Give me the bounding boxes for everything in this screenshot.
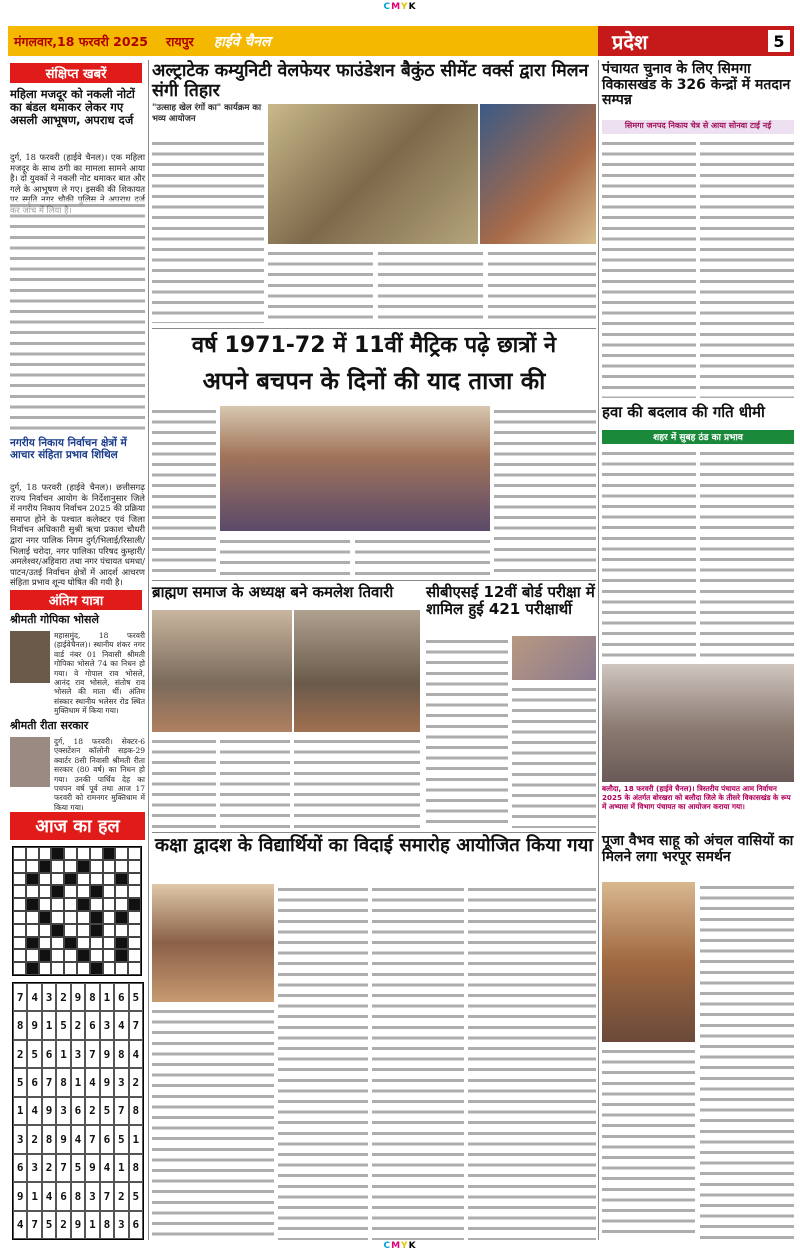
sudoku-cell: 4 [71,1125,85,1153]
cbse-headline: सीबीएसई 12वीं बोर्ड परीक्षा में शामिल हुई 421 परीक्षार्थी [426,583,595,618]
crossword-cell [39,873,52,886]
farewell-text-col1 [152,1006,274,1240]
crossword-cell [77,937,90,950]
sudoku-cell: 3 [114,1211,128,1239]
crossword-cell [115,885,128,898]
sudoku-cell: 5 [56,1011,70,1039]
story-divider [152,580,596,581]
sudoku-cell: 4 [100,1154,114,1182]
farewell-photo-1 [152,884,274,1002]
issue-city: रायपुर [165,33,194,49]
brief1-body: दुर्ग, 18 फरवरी (हाईवे चैनल)। एक महिला मजदूर के साथ ठगी का मामला सामने आया है। दो युवकों ने नकली नोट थमाकर बात और गले के आभूषण ले गए। इसकी की शिकायत [10,152,145,194]
crossword-grid [12,846,142,976]
sudoku-cell: 9 [100,1068,114,1096]
crossword-cell [77,911,90,924]
crossword-cell [51,873,64,886]
crossword-cell [90,911,103,924]
sudoku-cell: 6 [85,1011,99,1039]
right-story1-headline: पंचायत चुनाव के लिए सिमगा विकासखंड के 326 केन्द्रों में मतदान सम्पन्न [602,61,791,109]
sudoku-solution-grid [12,982,144,1240]
cmyk-marker-bottom: CMYK [383,1241,417,1251]
sudoku-cell: 4 [13,1211,27,1239]
column-divider [148,60,149,1240]
crossword-cell [90,860,103,873]
crossword-cell [115,860,128,873]
brief1-headline: महिला मजदूर को नकली नोटों का बंडल थमाकर लेकर गए असली आभूषण, अपराध दर्ज [10,87,135,127]
top-story-headline: अल्ट्राटेक कम्युनिटी वेलफेयर फाउंडेशन बैकुंठ सीमेंट वर्क्स द्वारा मिलन संगी तिहार [152,61,589,101]
obituary1-body: महासमुंद, 18 फरवरी (हाईवेचैनल)। स्थानीय शंकर नगर वार्ड नंबर 01 निवासी श्रीमती गोपिका भोसले 74 का निधन हो गया। वे गोपाल राव भोसले, आनंद राव भोसले, संतोष राव भोसले की माता थीं। अंतिम संस्कार स्थानीय भलेसर रोड स्थित मुक्तिधाम में किया गया। [54,631,145,716]
crossword-cell [90,924,103,937]
brahman-photo-1 [152,610,292,732]
crossword-cell [64,847,77,860]
crossword-cell [26,885,39,898]
crossword-cell [90,873,103,886]
sudoku-cell: 1 [13,1097,27,1125]
crossword-cell [103,885,116,898]
sudoku-cell: 5 [42,1211,56,1239]
crossword-cell [51,962,64,975]
top-story-quote: "उत्साह खेल रंगों का" कार्यक्रम का भव्य आयोजन [152,103,262,124]
crossword-cell [103,911,116,924]
sudoku-cell: 5 [13,1068,27,1096]
sudoku-cell: 7 [13,983,27,1011]
sudoku-cell: 6 [56,1182,70,1210]
crossword-cell [115,911,128,924]
sudoku-cell: 2 [27,1125,41,1153]
crossword-cell [64,898,77,911]
crossword-cell [103,949,116,962]
sudoku-cell: 2 [56,1211,70,1239]
crossword-cell [64,873,77,886]
crossword-cell [13,924,26,937]
crossword-cell [103,898,116,911]
crossword-cell [51,949,64,962]
crossword-cell [90,898,103,911]
crossword-cell [39,847,52,860]
crossword-cell [90,847,103,860]
brief2-headline: नगरीय निकाय निर्वाचन क्षेत्रों में आचार संहिता प्रभाव शिथिल [10,437,127,461]
section-bar [598,26,794,56]
crossword-cell [128,911,141,924]
sudoku-cell: 7 [85,1040,99,1068]
sudoku-cell: 7 [56,1154,70,1182]
crossword-cell [39,937,52,950]
right-story1-text-col1 [602,138,696,398]
cbse-photo [512,636,596,680]
crossword-cell [64,949,77,962]
crossword-cell [64,911,77,924]
cmyk-marker-top: CMYK [383,2,417,12]
crossword-cell [26,873,39,886]
newspaper-brand: हाईवे चैनल [213,33,271,50]
sudoku-cell: 1 [114,1154,128,1182]
sudoku-cell: 9 [42,1097,56,1125]
sudoku-cell: 6 [42,1040,56,1068]
reunion-headline-line2: अपने बचपन के दिनों की याद ताजा की [202,367,546,395]
story-divider [152,328,596,329]
sudoku-cell: 2 [85,1097,99,1125]
sudoku-cell: 6 [129,1211,143,1239]
crossword-cell [51,937,64,950]
crossword-cell [26,924,39,937]
crossword-cell [39,885,52,898]
crossword-cell [103,873,116,886]
sudoku-cell: 1 [85,1211,99,1239]
crossword-cell [77,885,90,898]
crossword-cell [103,937,116,950]
right-story3-photo [602,882,695,1042]
brahman-text-col1 [152,736,216,828]
crossword-cell [115,937,128,950]
sudoku-cell: 8 [129,1154,143,1182]
brahman-headline: ब्राह्मण समाज के अध्यक्ष बने कमलेश तिवारी [152,583,394,601]
sudoku-cell: 7 [129,1011,143,1039]
page-number: 5 [768,30,790,52]
sudoku-cell: 3 [100,1011,114,1039]
sudoku-cell: 9 [71,1211,85,1239]
crossword-cell [128,949,141,962]
crossword-cell [26,911,39,924]
sudoku-cell: 6 [71,1097,85,1125]
sudoku-cell: 9 [13,1182,27,1210]
crossword-cell [64,860,77,873]
cbse-text-col2 [512,684,596,828]
crossword-cell [128,898,141,911]
crossword-cell [77,962,90,975]
sudoku-cell: 9 [71,983,85,1011]
crossword-cell [128,860,141,873]
crossword-cell [51,911,64,924]
reunion-text-col3 [355,536,490,576]
crossword-cell [90,937,103,950]
crossword-cell [103,860,116,873]
sudoku-cell: 5 [129,983,143,1011]
sudoku-cell: 6 [13,1154,27,1182]
crossword-cell [13,885,26,898]
sudoku-cell: 8 [85,983,99,1011]
crossword-cell [103,847,116,860]
crossword-cell [90,885,103,898]
masthead [8,26,598,56]
crossword-cell [26,860,39,873]
crossword-cell [128,962,141,975]
right-story3-text-col1 [602,1046,695,1240]
right-story1-subhead: सिमगा जनपद निकाय चेत्र से आया सोनवा टाई नई [602,120,794,134]
crossword-cell [26,898,39,911]
sudoku-cell: 3 [85,1182,99,1210]
sudoku-cell: 4 [42,1182,56,1210]
crossword-cell [39,924,52,937]
sudoku-cell: 5 [71,1154,85,1182]
crossword-cell [103,924,116,937]
sudoku-cell: 9 [100,1040,114,1068]
crossword-cell [13,847,26,860]
sudoku-cell: 1 [27,1182,41,1210]
crossword-cell [77,847,90,860]
crossword-cell [26,962,39,975]
crossword-cell [115,962,128,975]
crossword-cell [13,898,26,911]
sudoku-cell: 9 [27,1011,41,1039]
crossword-cell [39,860,52,873]
sudoku-cell: 7 [42,1068,56,1096]
right-story2-text-col2 [700,448,794,660]
sudoku-cell: 6 [100,1125,114,1153]
crossword-cell [39,962,52,975]
sudoku-cell: 8 [100,1211,114,1239]
sudoku-cell: 4 [85,1068,99,1096]
brahman-photo-2 [294,610,420,732]
sudoku-cell: 1 [56,1040,70,1068]
crossword-cell [90,949,103,962]
crossword-cell [128,937,141,950]
obituary1-name: श्रीमती गोपिका भोसले [10,613,99,626]
sudoku-cell: 8 [114,1040,128,1068]
crossword-cell [13,911,26,924]
right-election-photo [602,664,794,782]
crossword-cell [77,873,90,886]
crossword-cell [13,873,26,886]
sudoku-cell: 5 [27,1040,41,1068]
reunion-headline-line1: वर्ष 1971-72 में 11वीं मैट्रिक पढ़े छात्रों ने [191,333,557,358]
crossword-cell [103,962,116,975]
sudoku-cell: 2 [13,1040,27,1068]
sudoku-cell: 2 [42,1154,56,1182]
sudoku-cell: 3 [27,1154,41,1182]
reunion-text-col2 [220,536,350,576]
puzzle-header: आज का हल [10,812,145,840]
sudoku-cell: 8 [129,1097,143,1125]
top-story-text-col1 [152,138,264,323]
obituary-header: अंतिम यात्रा [10,590,142,610]
crossword-cell [128,924,141,937]
brief1-body-continued [10,200,145,436]
sudoku-cell: 5 [114,1125,128,1153]
crossword-cell [13,860,26,873]
top-story-text-col4 [488,248,596,323]
sudoku-cell: 7 [85,1125,99,1153]
top-story-text-col2 [268,248,373,323]
sudoku-cell: 7 [114,1097,128,1125]
section-title: प्रदेश [612,29,648,54]
crossword-cell [51,847,64,860]
right-story2-subhead: शहर में सुबह ठंड का प्रभाव [602,430,794,444]
farewell-headline: कक्षा द्वादश के विद्यार्थियों का विदाई समारोह आयोजित किया गया [154,835,594,856]
sudoku-cell: 3 [42,983,56,1011]
sudoku-cell: 2 [71,1011,85,1039]
obituary2-name: श्रीमती रीता सरकार [10,719,89,732]
reunion-text-col1 [152,406,216,576]
right-story3-headline: पूजा वैभव साहू को अंचल वासियों का मिलने लगा भरपूर समर्थन [602,833,794,865]
crossword-cell [26,937,39,950]
sudoku-cell: 2 [56,983,70,1011]
top-story-text-col3 [378,248,483,323]
crossword-cell [90,962,103,975]
reunion-photo [220,406,490,531]
crossword-cell [39,911,52,924]
sudoku-cell: 1 [129,1125,143,1153]
sudoku-cell: 8 [56,1068,70,1096]
sudoku-cell: 8 [42,1125,56,1153]
farewell-text-col3 [372,884,464,1240]
sudoku-cell: 3 [56,1097,70,1125]
brief2-body: दुर्ग, 18 फरवरी (हाईवे चैनल)। छत्तीसगढ़ राज्य निर्वाचन आयोग के निर्देशानुसार जिले में नगरीय निकाय निर्वाचन 2025 की प्रक्रिया समाप्त होने के पश्चात कलेक्टर एवं जिला निर्वाचन अधिकारी सुश्री ऋचा प्रकाश चौधरी द्वारा नगर पालिक निगम दुर्ग/भिलाई/रिसाली/भिलाई चरोदा, नगर पालिका परिषद कुम्हारी/अमलेश्वर/अहिवारा तथा नगर पंचायत धमधा/पाटन/उतई निर्वाचन क्षेत्रों में आदर्श आचरण संहिता प्रभाव शून्य घोषित की गयी है। [10,482,145,588]
sudoku-cell: 3 [71,1040,85,1068]
crossword-cell [26,847,39,860]
right-story3-text-col2 [700,882,794,1240]
obituary2-body: दुर्ग, 18 फरवरी। सेक्टर-6 एक्सटेंशन कॉलोनी सड़क-29 क्वार्टर 8सी निवासी श्रीमती रीता सरकार (80 वर्ष) का निधन हो गया। उनकी पार्थिव देह का पचपन वर्ष पूर्व तथा आज 17 फरवरी को रामनगर मुक्तिधाम में किया गया। [54,737,145,812]
sudoku-cell: 5 [100,1097,114,1125]
crossword-cell [39,898,52,911]
sudoku-cell: 1 [100,983,114,1011]
crossword-cell [115,924,128,937]
crossword-cell [51,924,64,937]
sudoku-cell: 4 [27,1097,41,1125]
crossword-cell [115,898,128,911]
obituary2-photo [10,737,50,787]
issue-date: मंगलवार,18 फरवरी 2025 [14,33,148,49]
sudoku-cell: 8 [71,1182,85,1210]
sudoku-cell: 1 [71,1068,85,1096]
sudoku-cell: 2 [129,1068,143,1096]
crossword-cell [64,924,77,937]
crossword-cell [115,949,128,962]
crossword-cell [115,847,128,860]
crossword-cell [39,949,52,962]
right-story1-text-col2 [700,138,794,398]
sudoku-cell: 5 [129,1182,143,1210]
crossword-cell [128,885,141,898]
sudoku-cell: 8 [13,1011,27,1039]
right-story2-headline: हवा की बदलाव की गति धीमी [602,403,765,421]
crossword-cell [13,962,26,975]
sudoku-cell: 6 [27,1068,41,1096]
top-story-photo-2 [480,104,596,244]
crossword-cell [128,873,141,886]
story-divider [152,832,596,833]
column-divider [598,60,599,1240]
brahman-text-col2 [220,736,290,828]
crossword-cell [51,898,64,911]
sudoku-cell: 9 [56,1125,70,1153]
crossword-cell [51,860,64,873]
sudoku-cell: 2 [114,1182,128,1210]
sudoku-cell: 1 [42,1011,56,1039]
sudoku-cell: 4 [129,1040,143,1068]
farewell-text-col2 [278,884,368,1240]
right-photo-caption: बलौदा, 18 फरवरी (हाईवे चैनल)। त्रिस्तरीय पंचायत आम निर्वाचन 2025 के अंतर्गत बोरखरा को बलौदा जिले के तीसरे विकासखंड के रूप में अभ्यास में विभाग पंचायत का आयोजन कराया गया। [602,784,791,811]
crossword-cell [77,924,90,937]
sudoku-cell: 7 [100,1182,114,1210]
sudoku-cell: 7 [27,1211,41,1239]
crossword-cell [64,962,77,975]
sudoku-cell: 3 [114,1068,128,1096]
crossword-cell [77,949,90,962]
top-story-photo-1 [268,104,478,244]
crossword-cell [51,885,64,898]
brief-news-header: संक्षिप्त खबरें [10,63,142,83]
farewell-text-col4 [468,884,596,1240]
crossword-cell [13,949,26,962]
sudoku-cell: 3 [13,1125,27,1153]
cbse-text-col1 [426,636,508,828]
reunion-text-col4 [494,406,596,576]
crossword-cell [77,860,90,873]
sudoku-cell: 6 [114,983,128,1011]
crossword-cell [115,873,128,886]
crossword-cell [128,847,141,860]
obituary1-photo [10,631,50,683]
crossword-cell [13,937,26,950]
right-story2-text-col1 [602,448,696,660]
sudoku-cell: 4 [27,983,41,1011]
brahman-text-col3 [294,736,420,828]
crossword-cell [64,885,77,898]
crossword-cell [26,949,39,962]
crossword-cell [64,937,77,950]
sudoku-cell: 4 [114,1011,128,1039]
crossword-cell [77,898,90,911]
sudoku-cell: 9 [85,1154,99,1182]
